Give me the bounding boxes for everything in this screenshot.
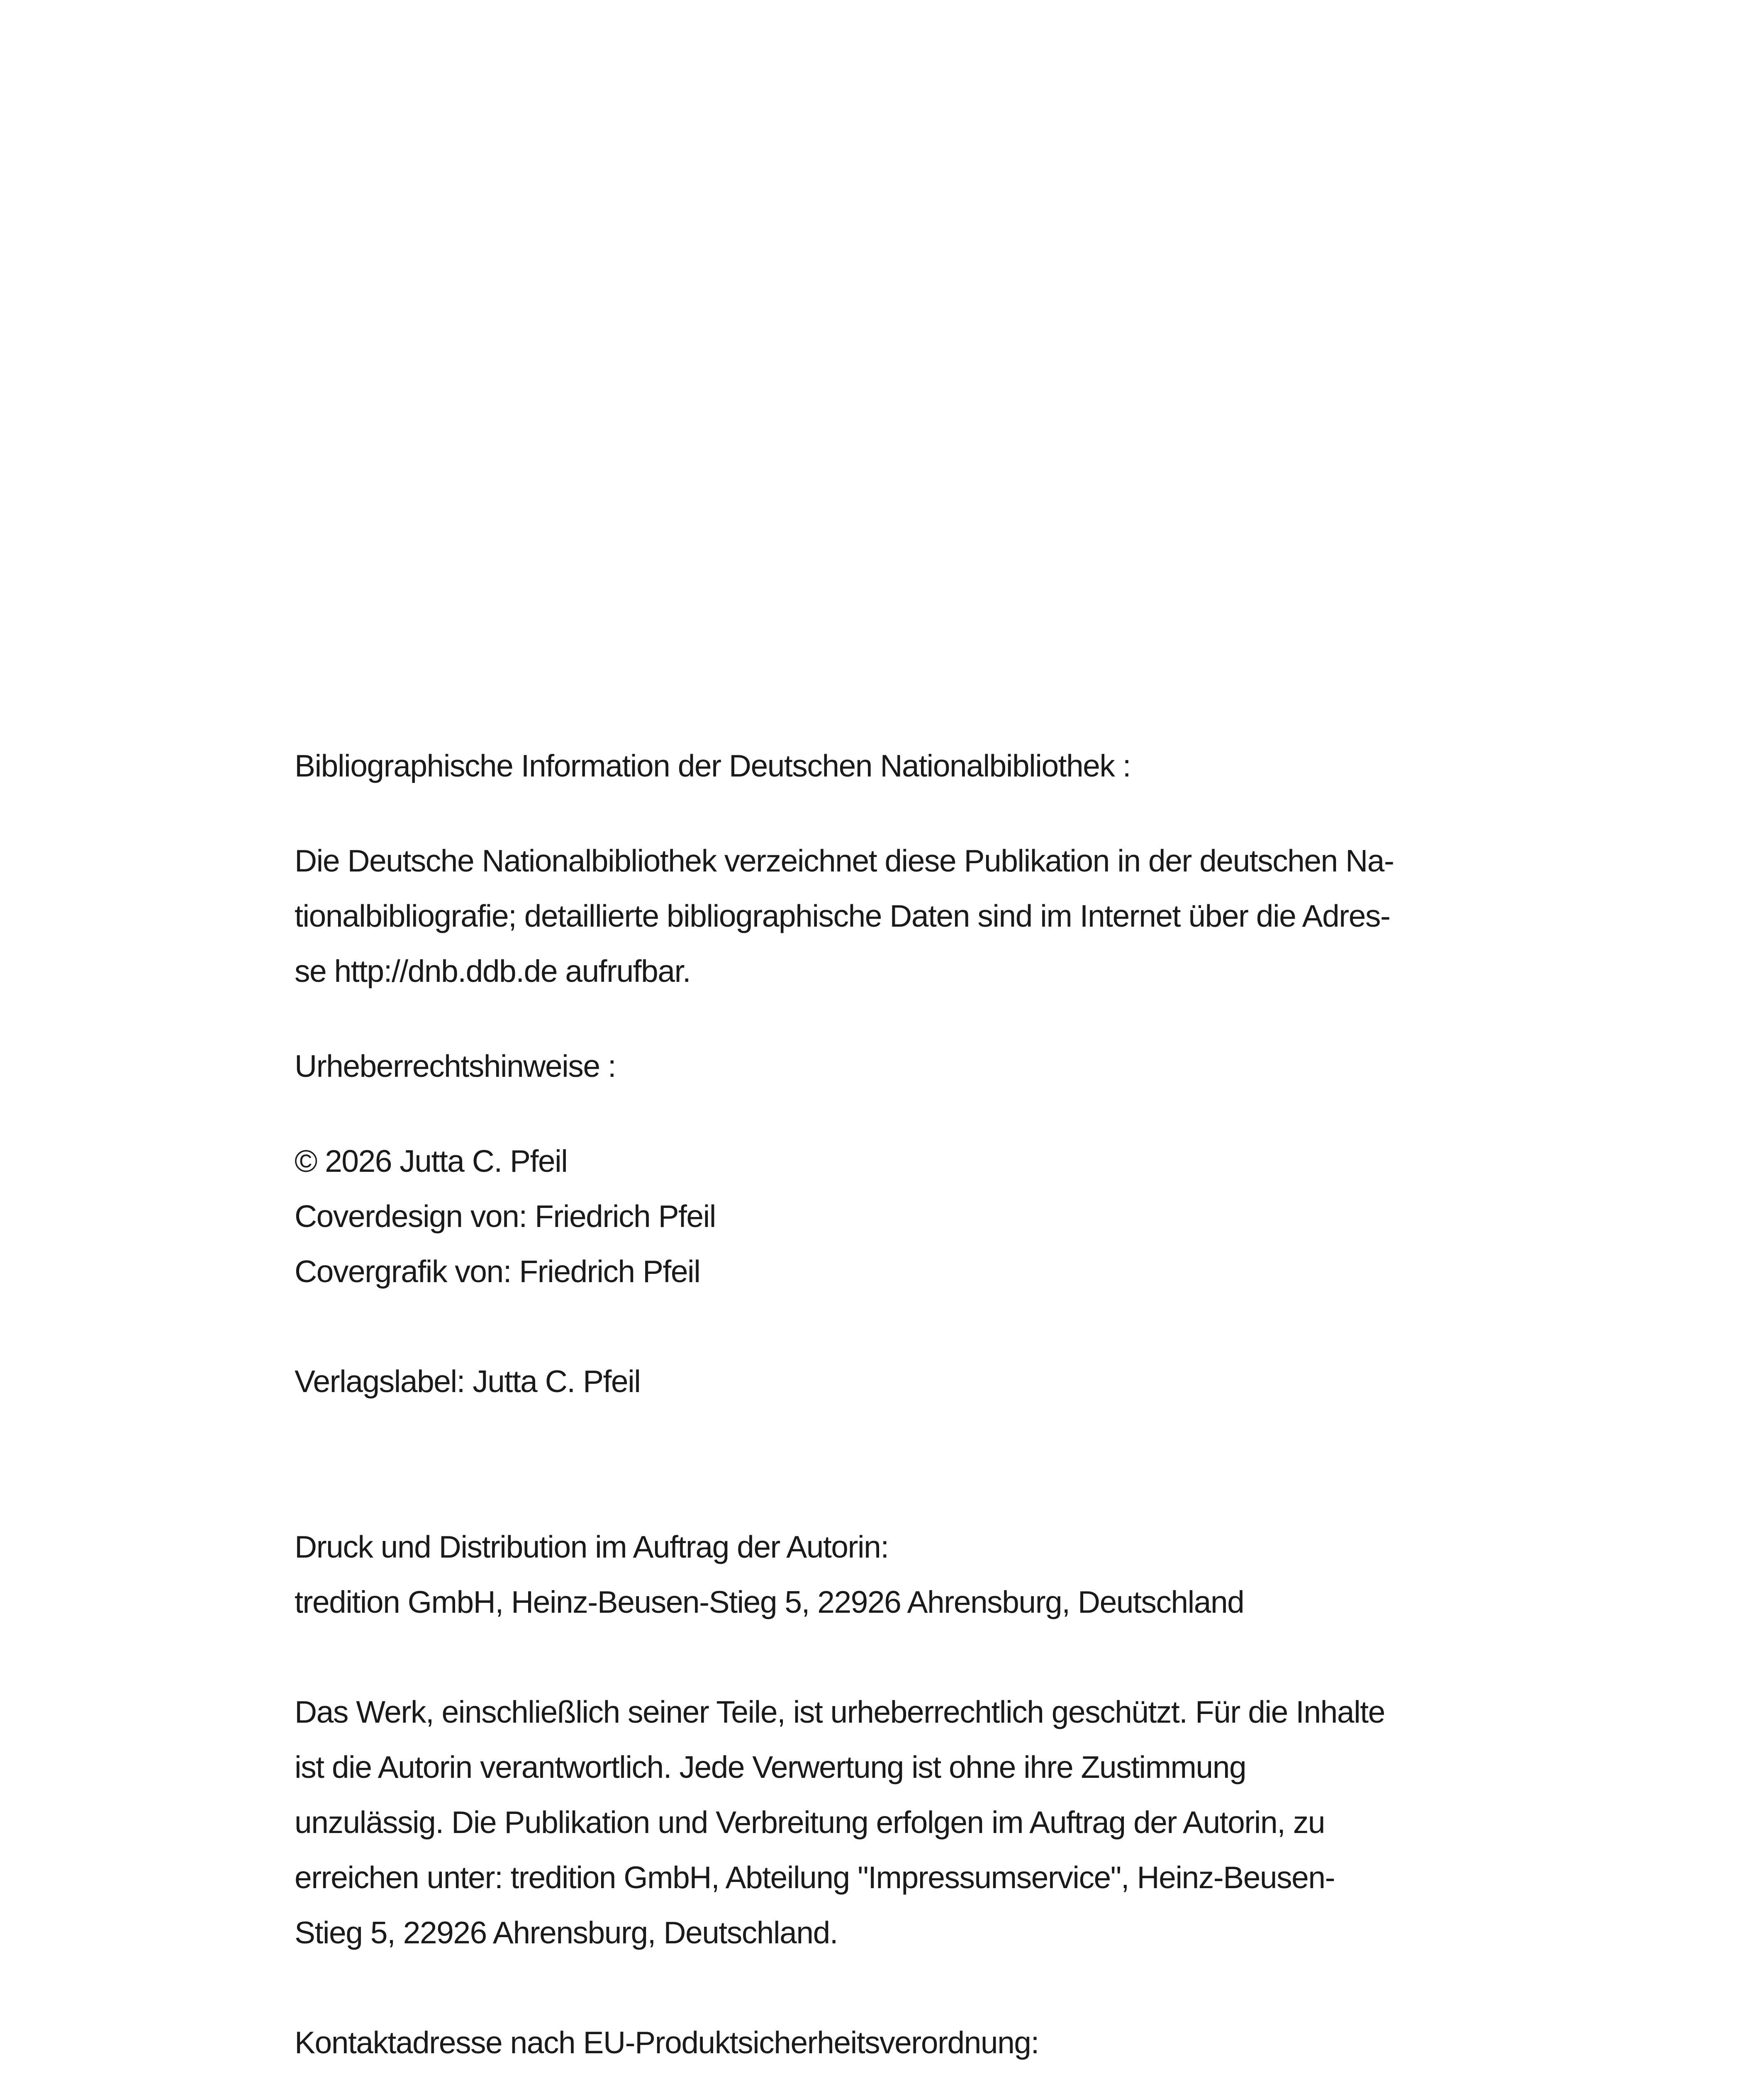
bibliographic-text-line: se http://dnb.ddb.de aufrufbar. [295,954,691,988]
contact-block [295,2015,1435,2074]
copyright-block [295,1134,1435,1299]
bibliographic-heading-block [295,738,1435,794]
copyright-heading: Urheberrechtshinweise : [295,1049,616,1083]
covergrafik-line: Covergrafik von: Friedrich Pfeil [295,1254,700,1289]
bibliographic-text-block [295,833,1435,999]
bibliographic-text-line: tionalbibliografie; detaillierte bibliographische Daten sind im Internet über die Adres- [295,898,1390,933]
label-block [295,1354,1435,1409]
imprint-content [295,738,1435,2074]
publisher-label-line: Verlagslabel: Jutta C. Pfeil [295,1364,641,1399]
bibliographic-heading: Bibliographische Information der Deutschen Nationalbibliothek : [295,748,1131,783]
distribution-address-line: tredition GmbH, Heinz-Beusen-Stieg 5, 22926 Ahrensburg, Deutschland [295,1585,1244,1619]
rights-block [295,1685,1435,1960]
bibliographic-text-line: Die Deutsche Nationalbibliothek verzeichnet diese Publikation in der deutschen Na- [295,843,1394,878]
coverdesign-line: Coverdesign von: Friedrich Pfeil [295,1199,716,1234]
copyright-line: © 2026 Jutta C. Pfeil [295,1144,568,1178]
rights-line: Das Werk, einschließlich seiner Teile, ist urheberrechtlich geschützt. Für die Inhalte [295,1694,1385,1729]
copyright-heading-block [295,1039,1435,1094]
contact-heading-line: Kontaktadresse nach EU-Produktsicherheitsverordnung: [295,2025,1039,2060]
rights-line: erreichen unter: tredition GmbH, Abteilung "Impressumservice", Heinz-Beusen- [295,1860,1335,1895]
distribution-line: Druck und Distribution im Auftrag der Autorin: [295,1529,889,1564]
distribution-block [295,1519,1435,1630]
rights-line: unzulässig. Die Publikation und Verbreitung erfolgen im Auftrag der Autorin, zu [295,1805,1325,1840]
rights-line: ist die Autorin verantwortlich. Jede Verwertung ist ohne ihre Zustimmung [295,1750,1246,1784]
rights-line: Stieg 5, 22926 Ahrensburg, Deutschland. [295,1915,838,1950]
contact-email [295,2070,1435,2074]
